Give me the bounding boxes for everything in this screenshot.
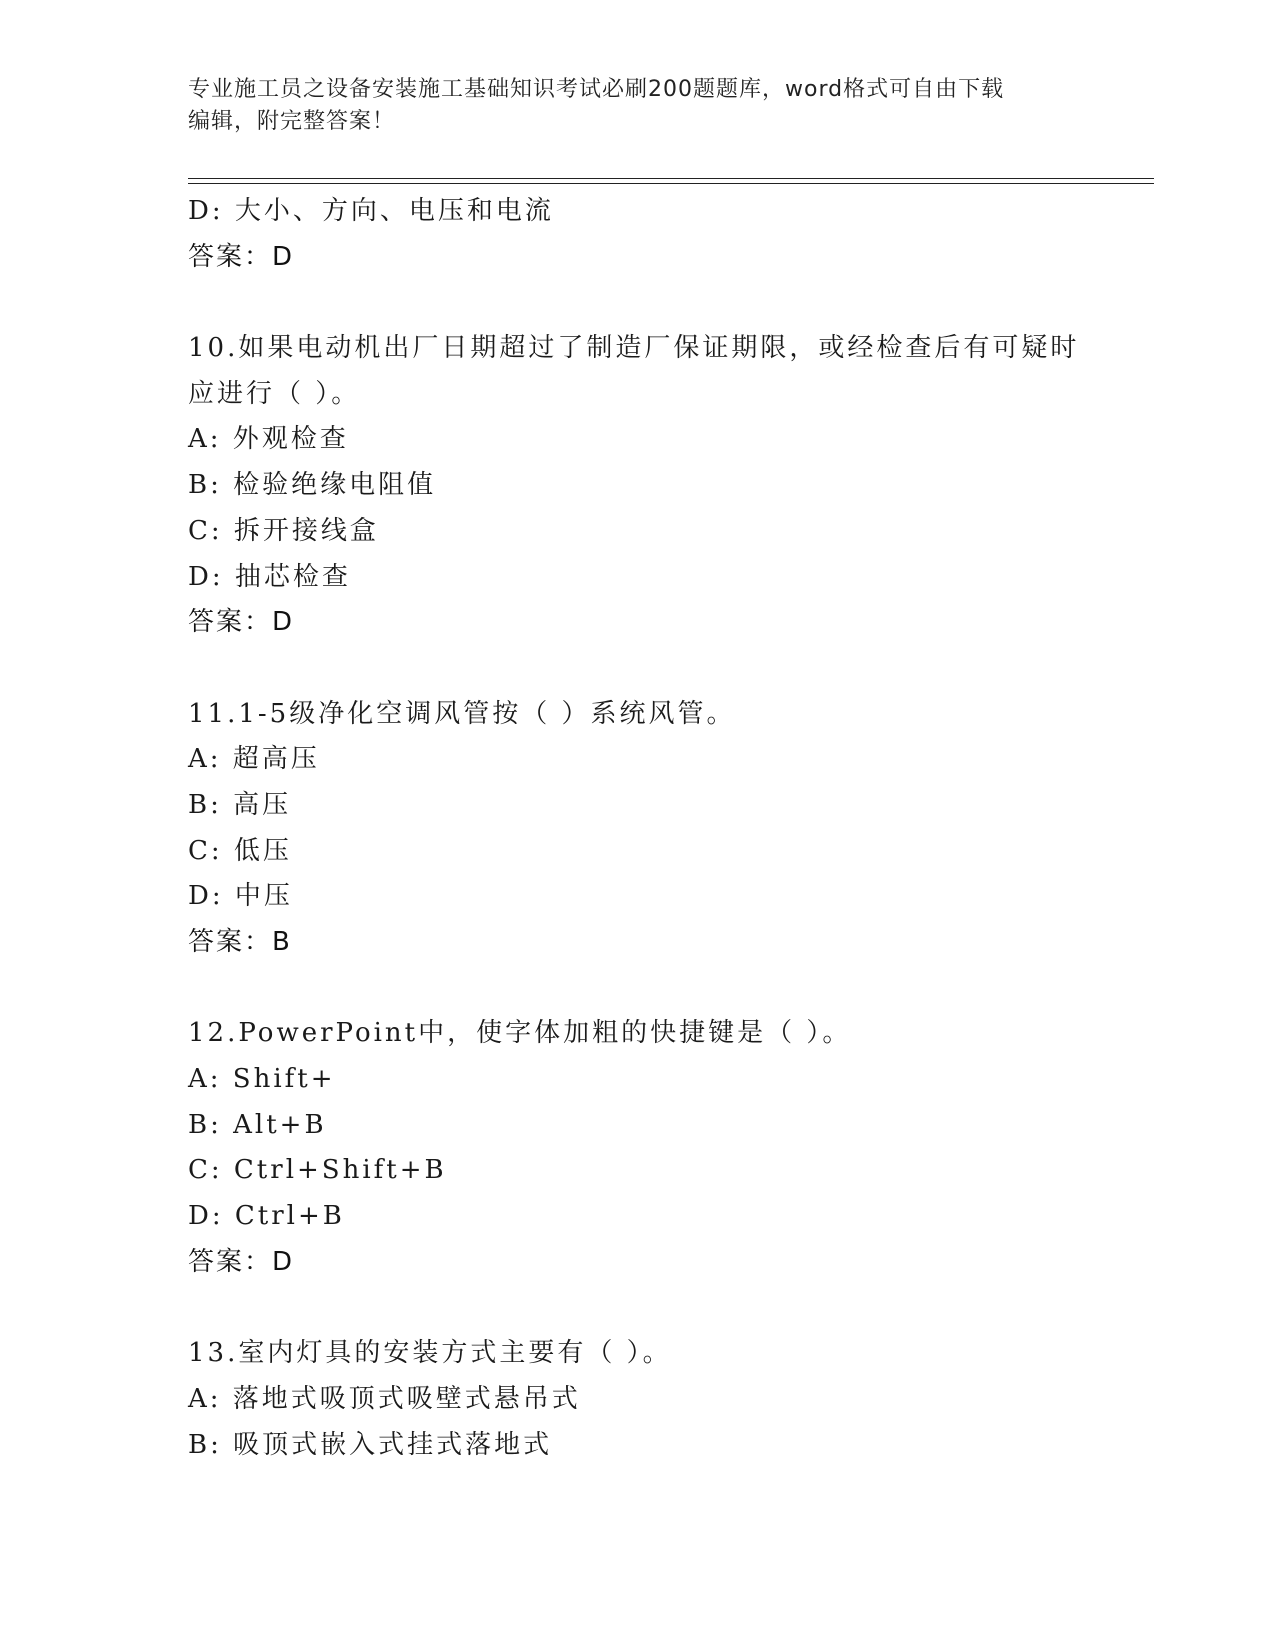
- header-line-2: 编辑，附完整答案！: [188, 109, 396, 134]
- spacer: [188, 1286, 1154, 1332]
- document-header: [188, 74, 1068, 138]
- answer-line: 答案：D: [188, 1246, 295, 1277]
- option-c: C: 低压: [188, 835, 292, 866]
- question-9: [188, 189, 1154, 280]
- answer-line: 答案：D: [188, 607, 295, 638]
- question-stem: 11.1-5级净化空调风管按（ ）系统风管。: [188, 698, 736, 729]
- header-line-1: 专业施工员之设备安装施工基础知识考试必刷200题题库，word格式可自由下载: [188, 77, 1005, 102]
- option-b: B: 吸顶式嵌入式挂式落地式: [188, 1429, 553, 1460]
- answer-line: 答案：B: [188, 927, 292, 957]
- question-12: [188, 1011, 1154, 1285]
- question-list: [188, 189, 1154, 1468]
- question-stem: 13.室内灯具的安装方式主要有（ ）。: [188, 1338, 672, 1369]
- option-b: B: 检验绝缘电阻值: [188, 470, 437, 501]
- option-c: C: Ctrl+Shift+B: [188, 1155, 447, 1186]
- option-d: D: Ctrl+B: [188, 1201, 345, 1232]
- spacer: [188, 966, 1154, 1012]
- option-c: C: 拆开接线盒: [188, 515, 379, 546]
- option-b: B: 高压: [188, 789, 292, 820]
- question-stem-continued: 应进行（ ）。: [188, 378, 361, 409]
- option-d: D: 大小、方向、电压和电流: [188, 196, 554, 226]
- question-13: [188, 1331, 1154, 1468]
- header-divider-bottom: [188, 183, 1154, 184]
- answer-line: 答案：D: [188, 241, 295, 272]
- option-d: D: 抽芯检查: [188, 561, 351, 592]
- option-a: A: 外观检查: [188, 424, 349, 455]
- spacer: [188, 280, 1154, 326]
- question-stem: 10.如果电动机出厂日期超过了制造厂保证期限，或经检查后有可疑时: [188, 333, 1080, 364]
- option-a: A: 超高压: [188, 744, 320, 775]
- option-b: B: Alt+B: [188, 1109, 327, 1140]
- option-d: D: 中压: [188, 881, 293, 912]
- header-divider-top: [188, 178, 1154, 179]
- spacer: [188, 646, 1154, 692]
- question-stem: 12.PowerPoint中，使字体加粗的快捷键是（ ）。: [188, 1018, 852, 1049]
- question-11: [188, 692, 1154, 966]
- question-10: [188, 326, 1154, 646]
- option-a: A: 落地式吸顶式吸壁式悬吊式: [188, 1383, 581, 1414]
- option-a: A: Shift+: [188, 1064, 336, 1095]
